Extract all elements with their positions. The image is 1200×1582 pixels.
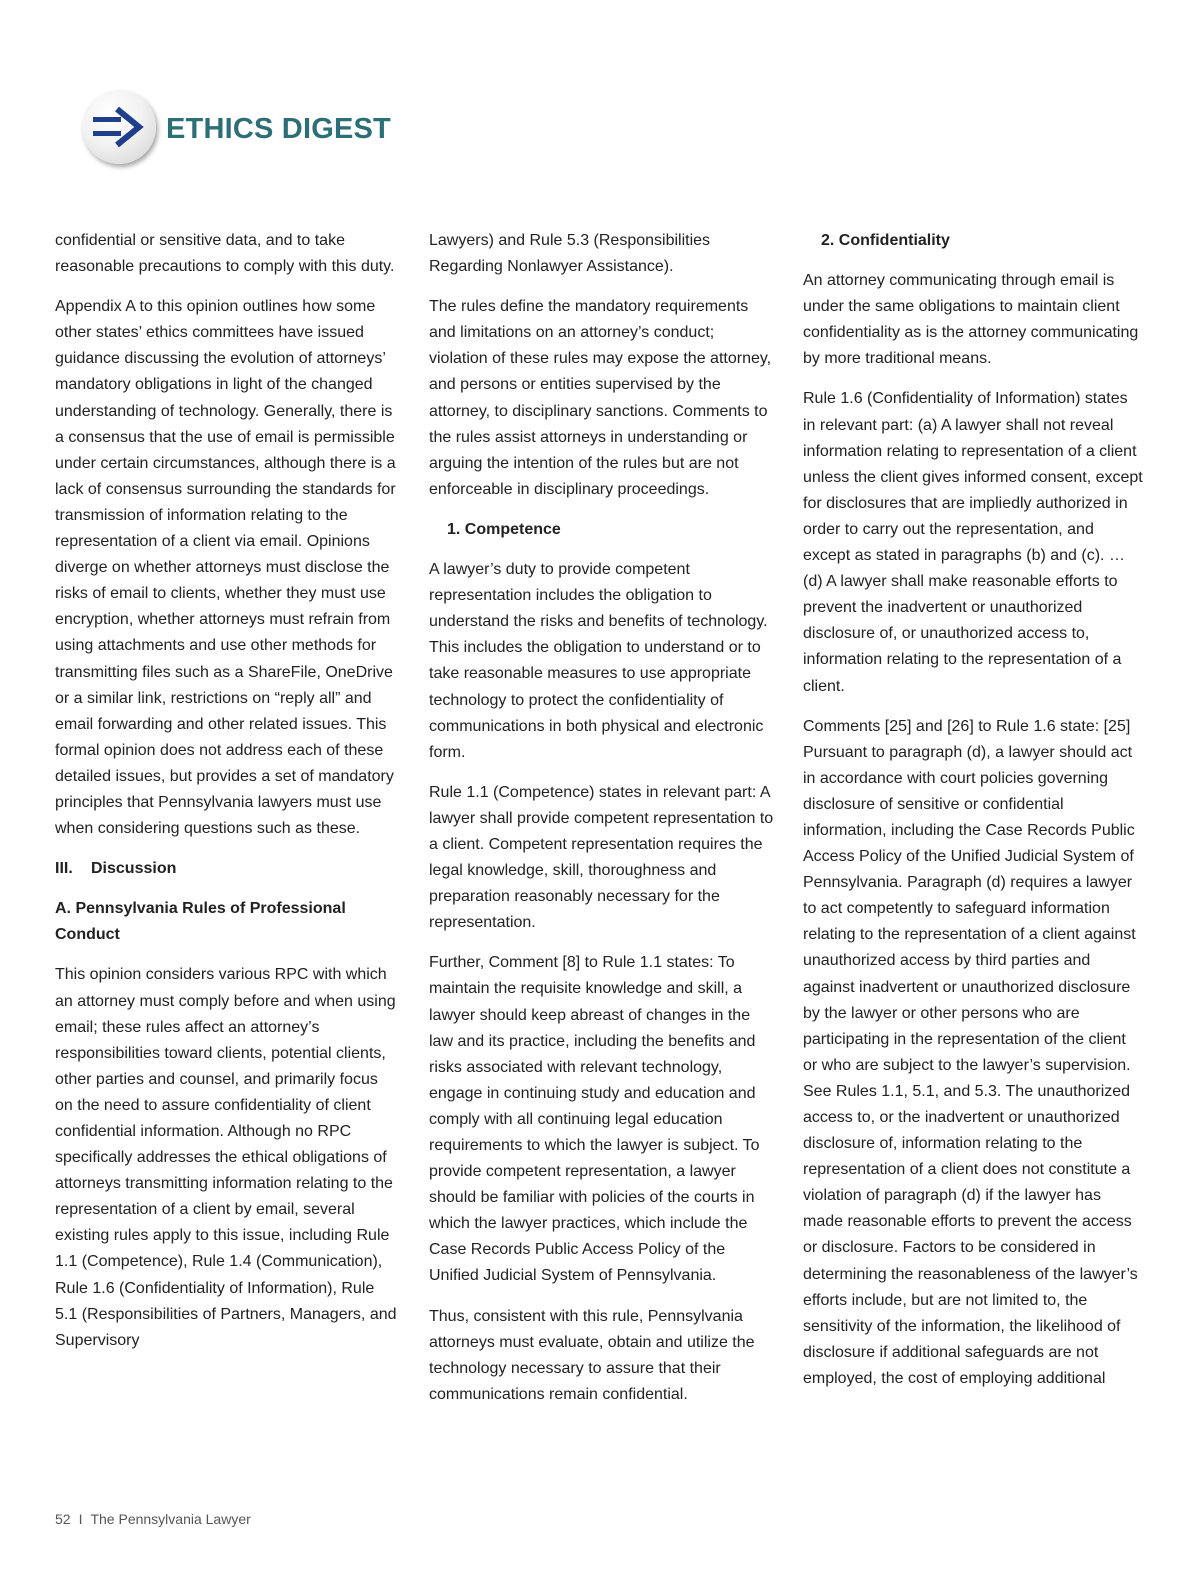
page-footer xyxy=(55,1511,251,1527)
subheading: 2. Confidentiality xyxy=(821,232,950,249)
logo xyxy=(82,90,156,164)
paragraph: confidential or sensitive data, and to take reasonable precautions to comply with this duty. xyxy=(55,232,395,276)
right-arrow-icon xyxy=(91,105,147,149)
paragraph: Thus, consistent with this rule, Pennsylvania attorneys must evaluate, obtain and utilize the technology necessary to assure that their communications remain confidential. xyxy=(429,1307,755,1403)
column-2 xyxy=(429,228,774,1422)
paragraph: Comments [25] and [26] to Rule 1.6 state: [25] Pursuant to paragraph (d), a lawyer should act in accordance with court policies governing disclosure of sensitive or confidential information, including the Case Records Public Access Policy of the Unified Judicial System of Pennsylvania. Paragraph (d) requires a lawyer to act competently to safeguard information relating to the representation of a client against unauthorized access by third parties and against inadvertent or unauthorized disclosure by the lawyer or other persons who are participating in the representation of the client or who are subject to the lawyer’s supervision. See Rules 1.1, 5.1, and 5.3. The unauthorized access to, or the inadvertent or unauthorized disclosure of, information relating to the representation of a client does not constitute a violation of paragraph (d) if the lawyer has made reasonable efforts to prevent the access or disclosure. Factors to be considered in determining the reasonableness of the lawyer’s efforts include, but are not limited to, the sensitivity of the information, the likelihood of disclosure if additional safeguards are not employed, the cost of employing additional xyxy=(803,717,1138,1387)
paragraph: Rule 1.1 (Competence) states in relevant part: A lawyer shall provide competent representation to a client. Competent representation requires the legal knowledge, skill, thoroughness and preparation reasonably necessary for the representation. xyxy=(429,783,774,932)
publication-name: The Pennsylvania Lawyer xyxy=(90,1511,251,1527)
column-1 xyxy=(55,228,400,1368)
paragraph: Lawyers) and Rule 5.3 (Responsibilities Regarding Nonlawyer Assistance). xyxy=(429,232,711,276)
paragraph: Rule 1.6 (Confidentiality of Information) states in relevant part: (a) A lawyer shall not reveal information relating to representation of a client unless the client gives informed consent, except for disclosures that are impliedly authorized in order to carry out the representation, and except as stated in paragraphs (b) and (c). … (d) A lawyer shall make reasonable efforts to prevent the inadvertent or unauthorized disclosure of, or unauthorized access to, information relating to the representation of a client. xyxy=(803,390,1143,695)
footer-separator: I xyxy=(78,1511,83,1527)
paragraph: An attorney communicating through email is under the same obligations to maintain client confidentiality as is the attorney communicating by more traditional means. xyxy=(803,272,1139,368)
paragraph: This opinion considers various RPC with which an attorney must comply before and when using email; these rules affect an attorney’s responsibilities toward clients, potential clients, other parties and counsel, and primarily focus on the need to assure confidentiality of client confidential information. Although no RPC specifically addresses the ethical obligations of attorneys transmitting information relating to the representation of a client by email, several existing rules apply to this issue, including Rule 1.1 (Competence), Rule 1.4 (Communication), Rule 1.6 (Confidentiality of Information), Rule 5.1 (Responsibilities of Partners, Managers, and Supervisory xyxy=(55,966,397,1349)
header xyxy=(82,86,391,168)
paragraph: Further, Comment [8] to Rule 1.1 states: To maintain the requisite knowledge and skill, a lawyer should keep abreast of changes in the law and its practice, including the benefits and risks associated with relevant technology, engage in continuing study and education and comply with all continuing legal education requirements to which the lawyer is subject. To provide competent representation, a lawyer should be familiar with policies of the courts in which the lawyer practices, which include the Case Records Public Access Policy of the Unified Judicial System of Pennsylvania. xyxy=(429,954,760,1285)
paragraph: The rules define the mandatory requirements and limitations on an attorney’s conduct; violation of these rules may expose the attorney, and persons or entities supervised by the attorney, to disciplinary sanctions. Comments to the rules assist attorneys in understanding or arguing the intention of the rules but are not enforceable in disciplinary proceedings. xyxy=(429,298,772,498)
section-number: III. xyxy=(55,860,73,878)
section-title: Discussion xyxy=(91,860,177,878)
paragraph: A lawyer’s duty to provide competent representation includes the obligation to understand the risks and benefits of technology. This includes the obligation to understand or to take reasonable measures to use appropriate technology to protect the confidentiality of communications in both physical and electronic form. xyxy=(429,561,768,761)
subheading: A. Pennsylvania Rules of Professional Conduct xyxy=(55,900,346,944)
column-3 xyxy=(803,228,1143,1406)
section-heading xyxy=(55,856,400,882)
page-number: 52 xyxy=(55,1511,71,1527)
page-title: ETHICS DIGEST xyxy=(166,112,391,145)
paragraph: Appendix A to this opinion outlines how some other states’ ethics committees have issued guidance discussing the evolution of attorneys’ mandatory obligations in light of the changed understanding of technology. Generally, there is a consensus that the use of email is permissible under certain circumstances, although there is a lack of consensus surrounding the standards for transmission of information relating to the representation of a client via email. Opinions diverge on whether attorneys must disclose the risks of email to clients, whether they must use encryption, whether attorneys must refrain from using attachments and use other methods for transmitting files such as a ShareFile, OneDrive or a similar link, restrictions on “reply all” and email forwarding and other related issues. This formal opinion does not address each of these detailed issues, but provides a set of mandatory principles that Pennsylvania lawyers must use when considering questions such as these. xyxy=(55,298,396,838)
subheading: 1. Competence xyxy=(447,520,561,538)
